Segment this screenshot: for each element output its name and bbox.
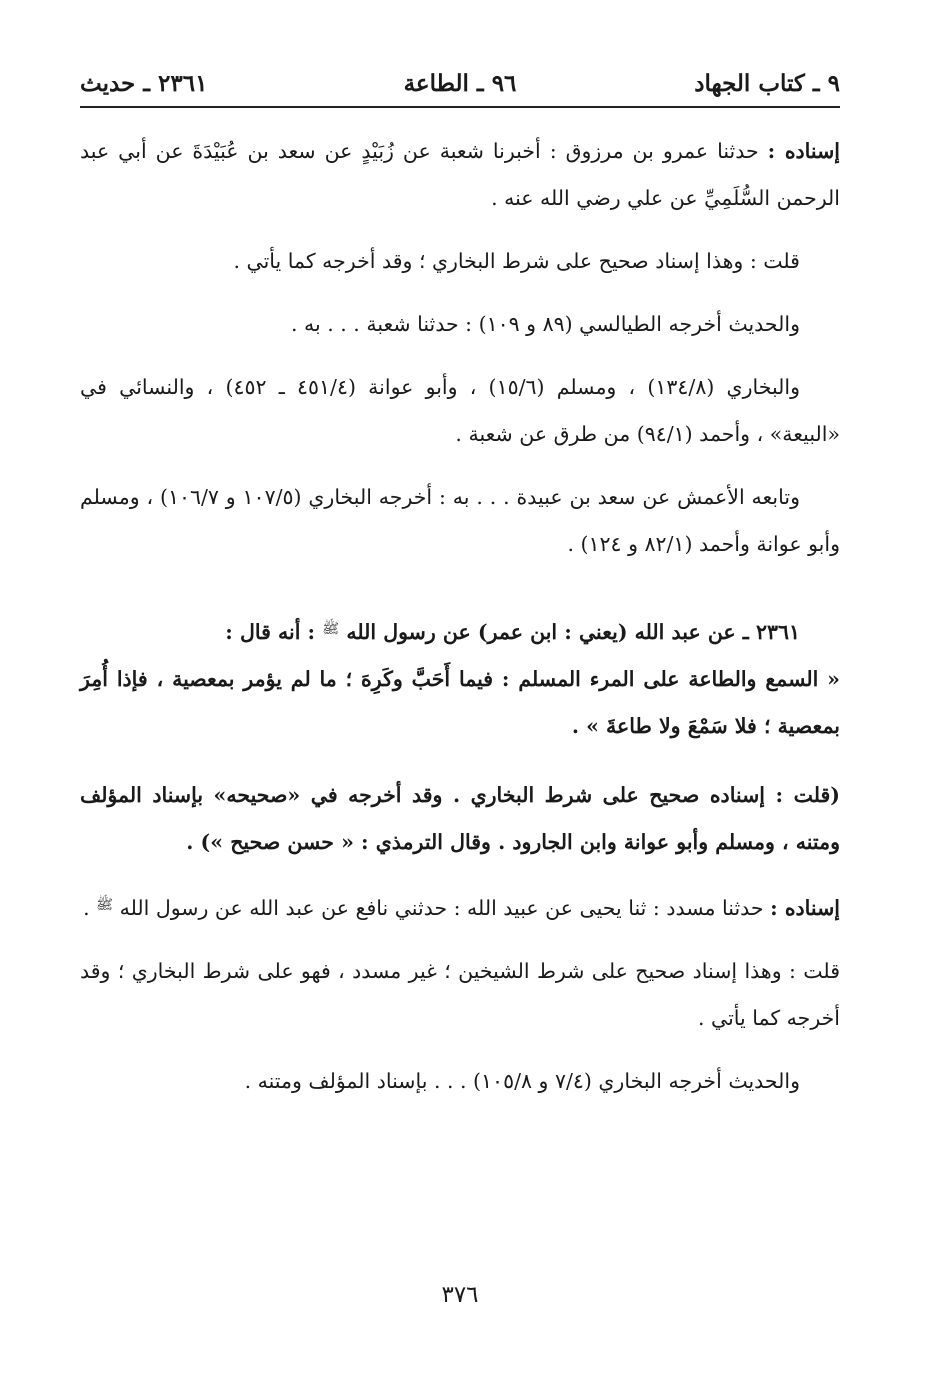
isnad-label: إسناده : (770, 896, 840, 920)
header-divider (80, 106, 840, 108)
page-number: ٣٧٦ (441, 1282, 479, 1308)
running-header (80, 62, 840, 104)
takhrij-paragraph-1: والحديث أخرجه الطيالسي (٨٩ و ١٠٩) : حدثنا شعبة . . . به . (290, 312, 800, 336)
isnad-text: حدثنا مسدد : ثنا يحيى عن عبيد الله : حدثني نافع عن عبد الله عن رسول الله (119, 896, 764, 920)
page-body (80, 128, 840, 1105)
book-page (80, 62, 840, 1342)
header-chapter-title: ٩٦ ـ الطاعة (403, 70, 517, 97)
header-hadith-number: ٢٣٦١ ـ حديث (80, 70, 208, 97)
author-grading-paragraph: (قلت : إسناده صحيح على شرط البخاري . وقد أخرجه في «صحيحه» بإسناد المؤلف ومتنه ، ومسلم وأبو عوانة وابن الجارود . وقال الترمذي : « حسن صحيح ») . (80, 783, 840, 854)
isnad-paragraph-2 (80, 882, 840, 932)
takhrij-paragraph-3: وتابعه الأعمش عن سعد بن عبيدة . . . به : أخرجه البخاري (١٠٧/٥ و ١٠٦/٧) ، ومسلم وأبو عوانة وأحمد (٨٢/١ و ١٢٤) . (80, 485, 840, 556)
header-book-title: ٩ ـ كتاب الجهاد (694, 70, 840, 97)
grading-paragraph-1: قلت : وهذا إسناد صحيح على شرط البخاري ؛ وقد أخرجه كما يأتي . (233, 249, 800, 273)
hadith-text: « السمع والطاعة على المرء المسلم : فيما أَحَبَّ وكَرِهَ ؛ ما لم يؤمر بمعصية ، فإذا أُمِرَ بمعصية ؛ فلا سَمْعَ ولا طاعةَ » . (80, 667, 840, 738)
salla-symbol: ﷺ (96, 897, 114, 913)
grading-paragraph-2: قلت : وهذا إسناد صحيح على شرط الشيخين ؛ غير مسدد ، فهو على شرط البخاري ؛ وقد أخرجه كما يأتي . (80, 959, 840, 1030)
isnad-text: حدثنا عمرو بن مرزوق : أخبرنا شعبة عن زُبَيْدٍ عن سعد بن عُبَيْدَةَ عن أبي عبد الرحمن السُّلَمِيِّ عن علي رضي الله عنه . (80, 139, 840, 210)
hadith-intro-end: : أنه قال : (225, 620, 316, 644)
isnad-label: إسناده : (767, 139, 840, 163)
salla-symbol: ﷺ (322, 621, 340, 637)
hadith-intro (80, 606, 840, 656)
takhrij-paragraph-4: والحديث أخرجه البخاري (٧/٤ و ١٠٥/٨) . . . بإسناد المؤلف ومتنه . (244, 1069, 800, 1093)
hadith-number-and-narrator: ٢٣٦١ ـ عن عبد الله (يعني : ابن عمر) عن رسول الله (346, 620, 800, 644)
takhrij-paragraph-2: والبخاري (١٣٤/٨) ، ومسلم (١٥/٦) ، وأبو عوانة (٤٥١/٤ ـ ٤٥٢) ، والنسائي في «البيعة» ، وأحمد (٩٤/١) من طرق عن شعبة . (80, 375, 840, 446)
isnad-end: . (83, 896, 90, 920)
isnad-paragraph-1 (80, 128, 840, 222)
